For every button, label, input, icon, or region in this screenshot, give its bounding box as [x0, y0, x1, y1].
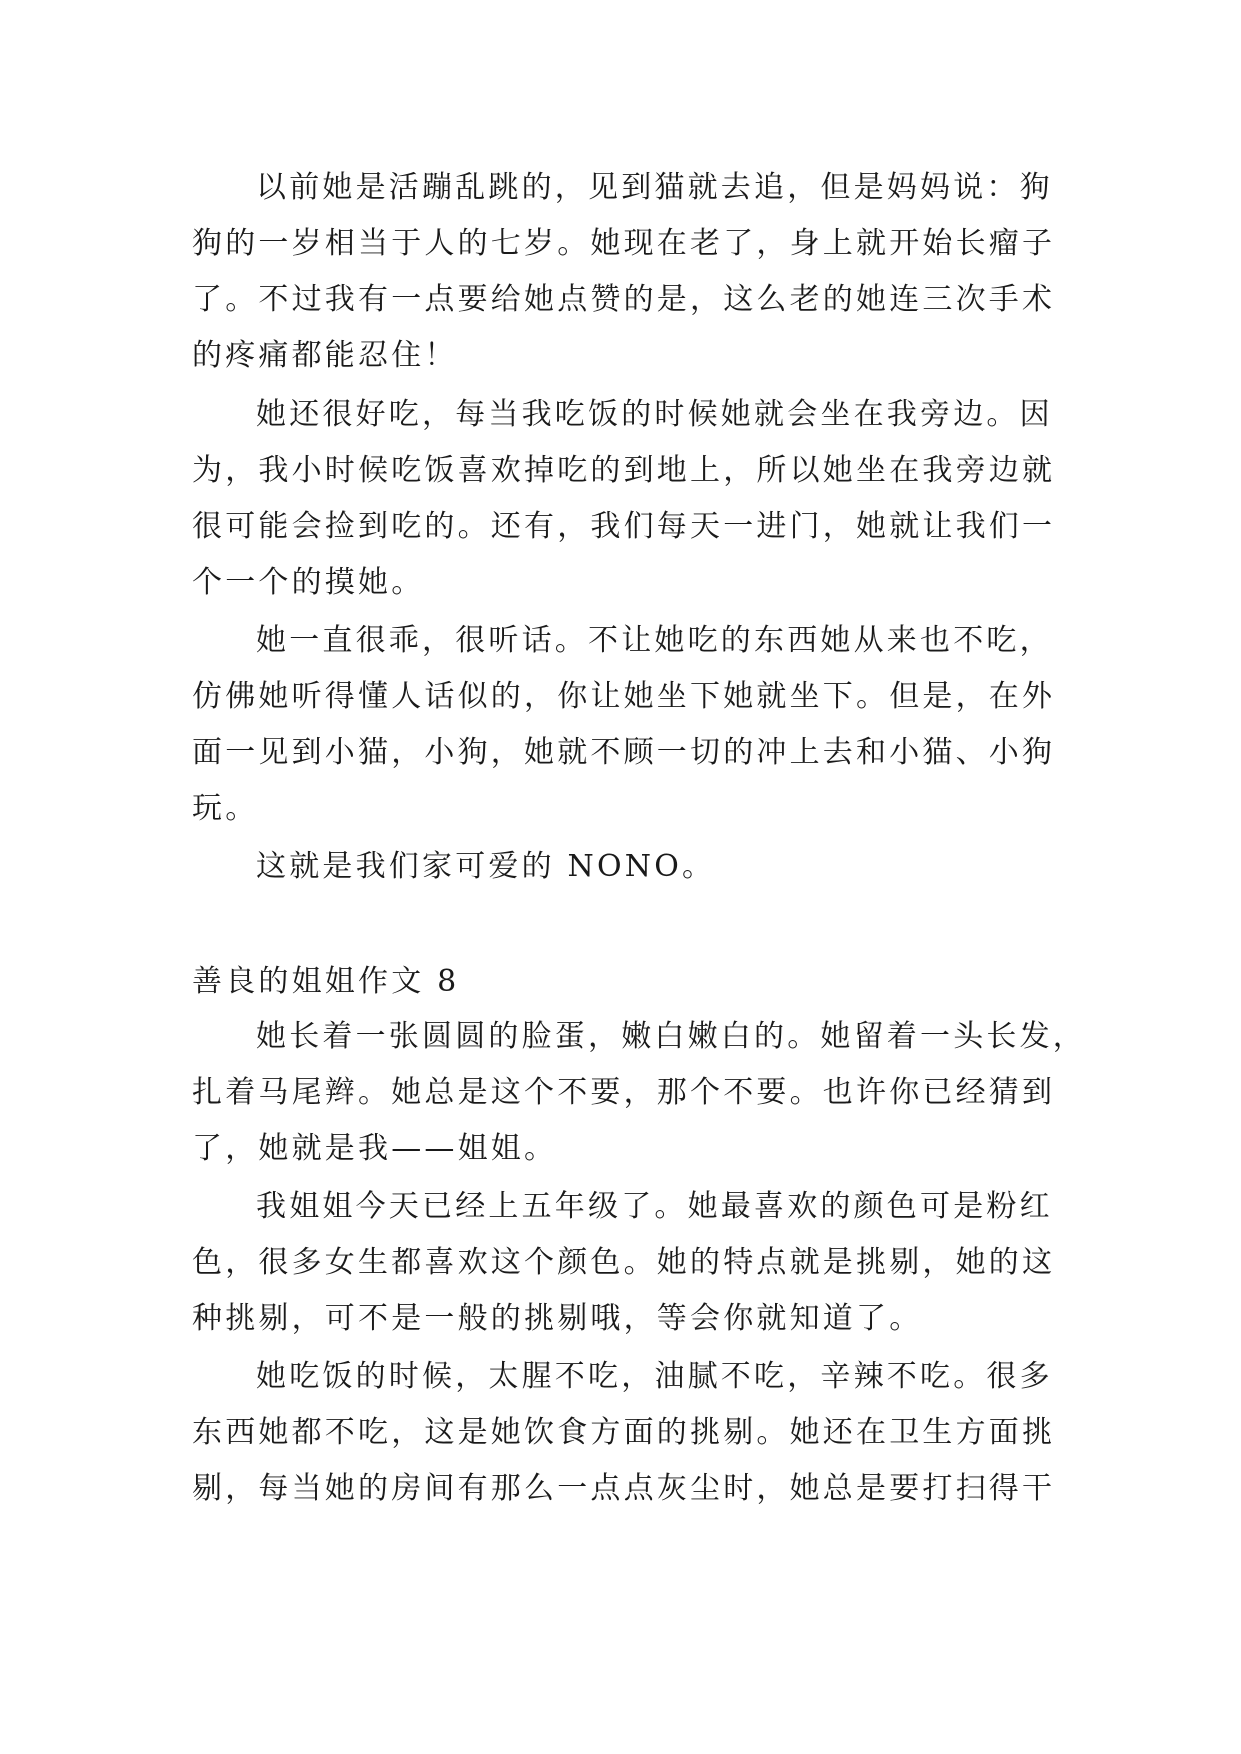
- paragraph-line: 狗的一岁相当于人的七岁。她现在老了，身上就开始长瘤子: [192, 226, 1056, 261]
- paragraph-line: 色，很多女生都喜欢这个颜色。她的特点就是挑剔，她的这: [192, 1245, 1056, 1280]
- paragraph-line: 玩。: [192, 791, 259, 826]
- paragraph-line: 了，她就是我——姐姐。: [192, 1131, 558, 1166]
- paragraph-line: 了。不过我有一点要给她点赞的是，这么老的她连三次手术: [192, 282, 1056, 317]
- paragraph-line: 扎着马尾辫。她总是这个不要，那个不要。也许你已经猜到: [192, 1075, 1056, 1110]
- paragraph-line: 她吃饭的时候，太腥不吃，油腻不吃，辛辣不吃。很多: [256, 1359, 1053, 1394]
- paragraph-line: 这就是我们家可爱的 NONO。: [256, 849, 716, 884]
- paragraph-line: 种挑剔，可不是一般的挑剔哦，等会你就知道了。: [192, 1301, 923, 1336]
- paragraph-line: 我姐姐今天已经上五年级了。她最喜欢的颜色可是粉红: [256, 1189, 1053, 1224]
- paragraph-line: 她还很好吃，每当我吃饭的时候她就会坐在我旁边。因: [256, 397, 1053, 432]
- paragraph-line: 面一见到小猫，小狗，她就不顾一切的冲上去和小猫、小狗: [192, 735, 1056, 770]
- paragraph-line: 仿佛她听得懂人话似的，你让她坐下她就坐下。但是，在外: [192, 679, 1056, 714]
- paragraph-line: 为，我小时候吃饭喜欢掉吃的到地上，所以她坐在我旁边就: [192, 453, 1056, 488]
- paragraph-line: 的疼痛都能忍住！: [192, 338, 458, 373]
- paragraph-line: 她长着一张圆圆的脸蛋，嫩白嫩白的。她留着一头长发，: [256, 1019, 1086, 1054]
- paragraph-line: 剔，每当她的房间有那么一点点灰尘时，她总是要打扫得干: [192, 1471, 1056, 1506]
- paragraph-line: 以前她是活蹦乱跳的，见到猫就去追，但是妈妈说：狗: [256, 170, 1053, 205]
- essay-title: 善良的姐姐作文 8: [192, 964, 460, 999]
- paragraph-line: 东西她都不吃，这是她饮食方面的挑剔。她还在卫生方面挑: [192, 1415, 1056, 1450]
- paragraph-line: 很可能会捡到吃的。还有，我们每天一进门，她就让我们一: [192, 509, 1056, 544]
- paragraph-line: 个一个的摸她。: [192, 565, 425, 600]
- paragraph-line: 她一直很乖，很听话。不让她吃的东西她从来也不吃，: [256, 623, 1053, 658]
